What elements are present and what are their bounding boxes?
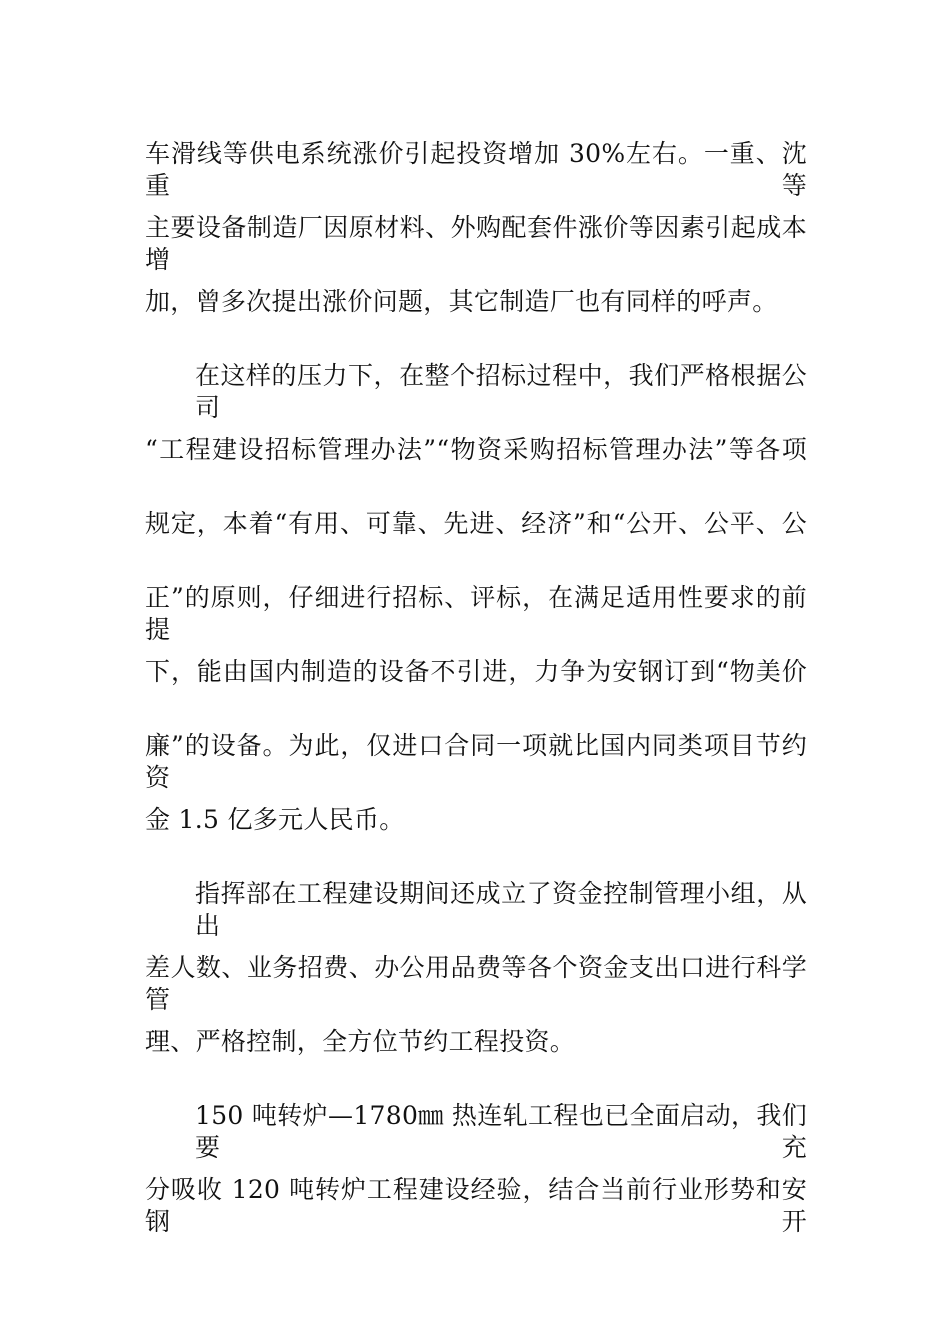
text-line: 下，能由国内制造的设备不引进，力争为安钢订到“物美价 bbox=[145, 657, 807, 686]
text-line: 车滑线等供电系统涨价引起投资增加 30%左右。一重、沈重等 bbox=[145, 139, 807, 200]
paragraph-first-line: 在这样的压力下，在整个招标过程中，我们严格根据公司 bbox=[195, 361, 807, 422]
text-line: 分吸收 120 吨转炉工程建设经验，结合当前行业形势和安钢开 bbox=[145, 1175, 807, 1236]
text-line: 规定，本着“有用、可靠、先进、经济”和“公开、公平、公 bbox=[145, 509, 807, 538]
text-line: 主要设备制造厂因原材料、外购配套件涨价等因素引起成本增 bbox=[145, 213, 807, 274]
text-line: “工程建设招标管理办法”“物资采购招标管理办法”等各项 bbox=[145, 435, 807, 464]
text-line: 理、严格控制，全方位节约工程投资。 bbox=[145, 1027, 576, 1056]
paragraph-first-line: 指挥部在工程建设期间还成立了资金控制管理小组，从出 bbox=[195, 879, 807, 940]
text-line: 金 1.5 亿多元人民币。 bbox=[145, 805, 405, 834]
paragraph-first-line: 150 吨转炉—1780㎜ 热连轧工程也已全面启动，我们要充 bbox=[195, 1101, 807, 1162]
text-line: 差人数、业务招费、办公用品费等各个资金支出口进行科学管 bbox=[145, 953, 807, 1014]
text-line: 加，曾多次提出涨价问题，其它制造厂也有同样的呼声。 bbox=[145, 287, 778, 316]
text-line: 正”的原则，仔细进行招标、评标，在满足适用性要求的前提 bbox=[145, 583, 807, 644]
text-line: 廉”的设备。为此，仅进口合同一项就比国内同类项目节约资 bbox=[145, 731, 807, 792]
